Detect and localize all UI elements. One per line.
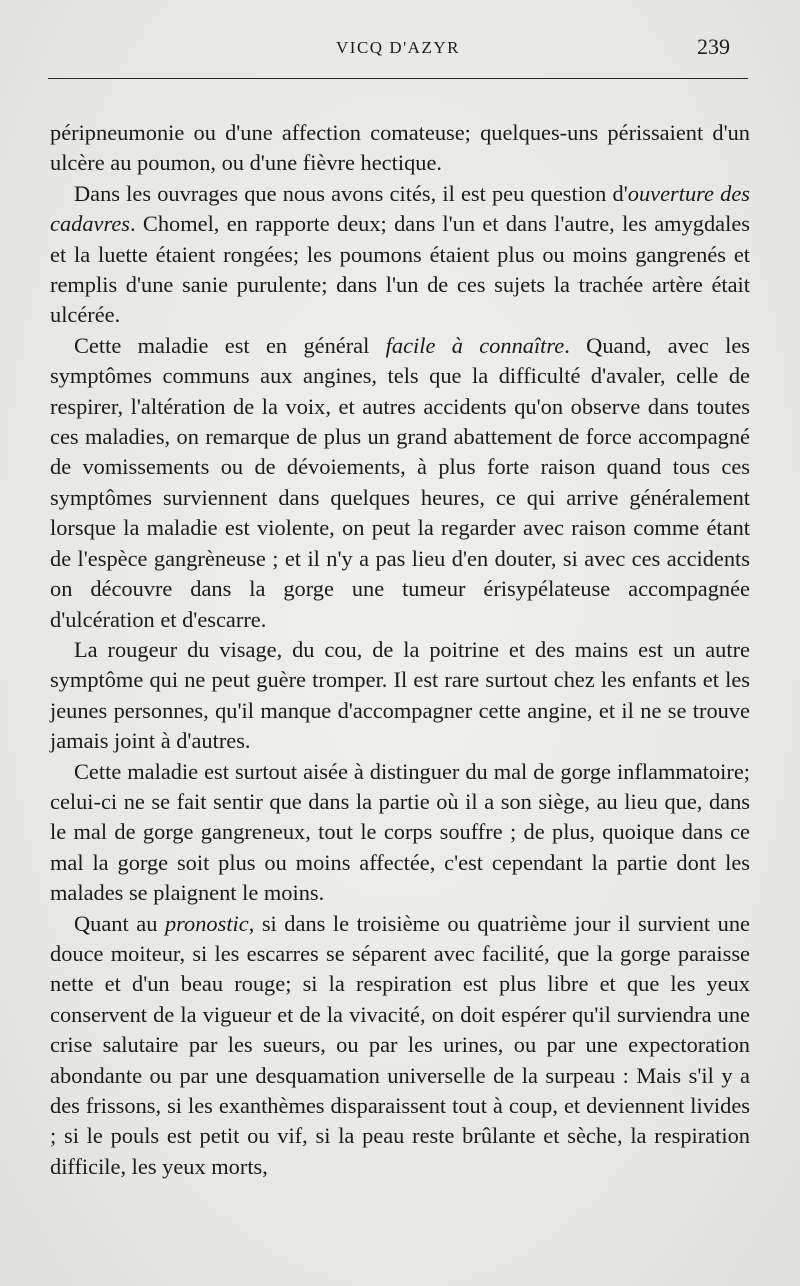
emphasis-facile-a-connaitre: facile à connaître bbox=[385, 332, 565, 358]
running-head: VICQ D'AZYR bbox=[336, 38, 460, 57]
paragraph-text: . Quand, avec les symptômes communs aux angines, tels que la difficulté d'avaler, celle de respirer, l'altération de la voix, et autres accidents qu'on observe dans toutes ces maladies, on remarque de plus un grand abattement de force accompagné de vomissements ou de dévoiements, à plus forte raison quand tous ces symptômes surviennent dans quelques heures, ce qui arrive généralement lorsque la maladie est violente, on peut la regarder avec raison comme étant de l'espèce gangrèneuse ; et il n'y a pas lieu d'en douter, si avec ces accidents on découvre dans la gorge une tumeur érisypélateuse accompagnée d'ulcération et d'escarre. bbox=[50, 332, 750, 632]
header-rule bbox=[48, 78, 748, 79]
paragraph-autopsy bbox=[50, 179, 750, 331]
page-number: 239 bbox=[697, 34, 730, 59]
paragraph-text: Cette maladie est en général bbox=[74, 332, 386, 358]
paragraph-text: Quant au bbox=[74, 910, 165, 936]
paragraph-redness: La rougeur du visage, du cou, de la poitrine et des mains est un autre symptôme qui ne peut guère tromper. Il est rare surtout chez les enfants et les jeunes personnes, qu'il manque d'accompagner cette angine, et il ne se trouve jamais joint à d'autres. bbox=[50, 636, 750, 754]
paragraph-text: Dans les ouvrages que nous avons cités, il est peu question d' bbox=[74, 180, 628, 206]
paragraph-text: , si dans le troisième ou quatrième jour il survient une douce moiteur, si les escarres se séparent avec facilité, que la gorge paraisse nette et d'un beau rouge; si la respiration est plus libre et que les yeux conservent de la vigueur et de la vivacité, on doit espérer qu'il surviendra une crise salutaire par les sueurs, ou par les urines, ou par une expectoration abondante ou par une desquamation universelle de la surpeau : Mais s'il y a des frissons, si les exanthèmes disparaissent tout à coup, et deviennent livides ; si le pouls est petit ou vif, si la peau reste brûlante et sèche, la respiration difficile, les yeux morts, bbox=[50, 910, 750, 1179]
page-header bbox=[48, 32, 748, 68]
paragraph-1-continued: péripneumonie ou d'une affection comateuse; quelques-uns périssaient d'un ulcère au poumon, ou d'une fièvre hectique. bbox=[50, 120, 750, 176]
body-text bbox=[50, 118, 750, 1182]
emphasis-ouverture-des-cadavres: ouverture des cadavres bbox=[50, 180, 750, 237]
emphasis-pronostic: pronostic bbox=[164, 910, 249, 936]
paragraph-prognosis bbox=[50, 909, 750, 1183]
paragraph-text: . Chomel, en rapporte deux; dans l'un et dans l'autre, les amygdales et la luette étaient rongées; les poumons étaient plus ou moins gangrenés et remplis d'une sanie purulente; dans l'un de ces sujets la trachée artère était ulcérée. bbox=[50, 211, 750, 328]
paragraph-distinction: Cette maladie est surtout aisée à distinguer du mal de gorge inflammatoire; celui-ci ne se fait sentir que dans la partie où il a son siège, au lieu que, dans le mal de gorge gangreneux, tout le corps souffre ; de plus, quoique dans ce mal la gorge soit plus ou moins affectée, c'est cependant la partie dont les malades se plaignent le moins. bbox=[50, 758, 750, 906]
paragraph-diagnosis bbox=[50, 331, 750, 635]
